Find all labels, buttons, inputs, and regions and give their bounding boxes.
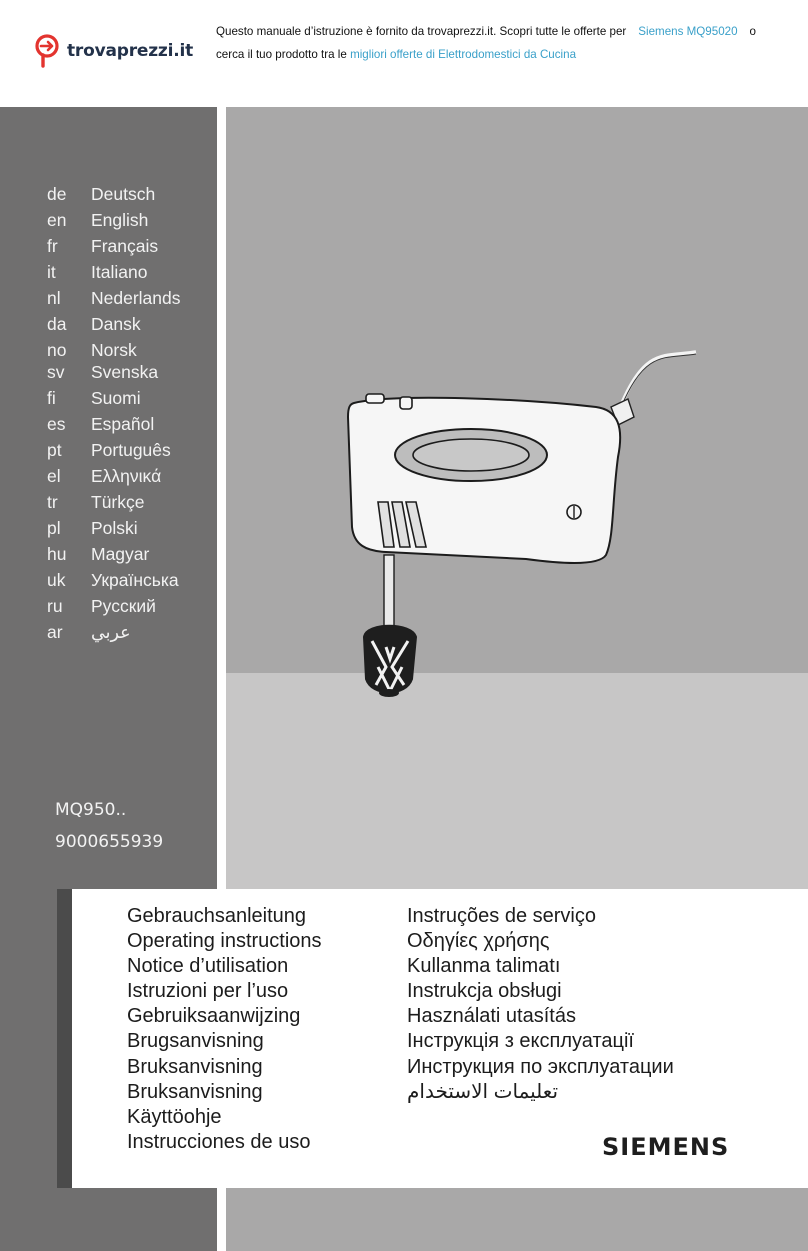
language-item [47, 184, 155, 205]
manual-title: Bruksanvisning [127, 1055, 263, 1078]
language-code: pt [47, 440, 62, 460]
language-name: Português [91, 440, 171, 460]
card-accent-bar [57, 889, 72, 1188]
bottom-strip [226, 1188, 808, 1251]
language-item [47, 466, 161, 487]
siemens-logo: SIEMENS [602, 1133, 730, 1161]
manual-title: Használati utasítás [407, 1005, 576, 1028]
manual-title: Gebruiksaanwijzing [127, 1005, 301, 1028]
language-item [47, 622, 131, 643]
language-item [47, 210, 148, 231]
article-number: 9000655939 [55, 832, 164, 852]
language-item [47, 340, 137, 361]
manual-title: Οδηγίες χρήσης [407, 930, 550, 953]
language-item [47, 236, 158, 257]
language-name: عربي [91, 622, 131, 642]
manual-title: Инструкция по эксплуатации [407, 1055, 674, 1078]
language-name: Nederlands [91, 288, 181, 308]
manual-title: Instruções de serviço [407, 905, 596, 927]
manual-title: Gebrauchsanleitung [127, 905, 307, 927]
language-name: Español [91, 414, 155, 434]
language-code: de [47, 184, 67, 204]
language-item [47, 492, 144, 513]
language-name: Suomi [91, 388, 141, 408]
language-code: nl [47, 288, 61, 308]
language-name: Русский [91, 596, 156, 616]
language-item [47, 440, 171, 461]
manual-title: Istruzioni per l’uso [127, 980, 289, 1003]
language-name: Deutsch [91, 184, 156, 204]
product-offers-link[interactable]: Siemens MQ95020 [638, 25, 738, 38]
price-tag-icon [35, 34, 61, 68]
language-name: Polski [91, 518, 138, 538]
category-offers-link[interactable]: migliori offerte di Elettrodomestici da Cucina [350, 48, 577, 61]
language-item [47, 262, 147, 283]
titles-column-right [407, 904, 674, 1105]
manual-title: Käyttöohje [127, 1105, 222, 1128]
language-item [47, 288, 181, 309]
language-item [47, 388, 141, 409]
language-name: Dansk [91, 314, 141, 334]
language-code: pl [47, 518, 61, 538]
titles-column-left [127, 904, 322, 1155]
language-code: no [47, 340, 67, 360]
affiliate-notice [216, 20, 756, 66]
model-info [55, 794, 163, 858]
language-item [47, 362, 158, 383]
manual-title: Instrucciones de uso [127, 1130, 311, 1153]
language-name: Norsk [91, 340, 137, 360]
language-name: Svenska [91, 362, 159, 382]
notice-text: o [749, 25, 756, 38]
language-name: Ελληνικά [91, 466, 162, 486]
language-code: uk [47, 570, 66, 590]
manual-title: Notice d’utilisation [127, 955, 289, 978]
language-name: English [91, 210, 149, 230]
language-item [47, 314, 141, 335]
language-code: it [47, 262, 56, 282]
language-code: ar [47, 622, 63, 642]
notice-text: Questo manuale d’istruzione è fornito da trovaprezzi.it. Scopri tutte le offerte per [216, 25, 627, 38]
manual-title: Bruksanvisning [127, 1080, 263, 1103]
hand-mixer-image [226, 107, 808, 889]
language-name: Magyar [91, 544, 150, 564]
language-item [47, 570, 179, 591]
language-code: sv [47, 362, 65, 382]
language-code: en [47, 210, 67, 230]
language-name: Türkçe [91, 492, 145, 512]
logo-text: trovaprezzi.it [67, 41, 194, 61]
model-number: MQ950.. [55, 800, 127, 820]
manual-title: Instrukcja obsługi [407, 980, 562, 1003]
language-item [47, 596, 156, 617]
language-name: Italiano [91, 262, 148, 282]
language-code: el [47, 466, 61, 486]
trovaprezzi-logo[interactable] [35, 34, 193, 68]
manual-title: Kullanma talimatı [407, 955, 561, 978]
language-name: Українська [91, 570, 179, 590]
language-code: da [47, 314, 67, 334]
language-item [47, 544, 149, 565]
language-name: Français [91, 236, 159, 256]
language-code: tr [47, 492, 58, 512]
manual-title: Operating instructions [127, 930, 322, 953]
language-code: es [47, 414, 66, 434]
language-code: hu [47, 544, 67, 564]
language-code: fi [47, 388, 56, 408]
manual-title: Інструкція з експлуатації [407, 1030, 634, 1053]
language-code: ru [47, 596, 63, 616]
notice-text: cerca il tuo prodotto tra le [216, 48, 347, 61]
manual-title: Brugsanvisning [127, 1030, 264, 1053]
language-code: fr [47, 236, 58, 256]
language-item [47, 518, 138, 539]
manual-title: تعليمات الاستخدام [407, 1080, 559, 1103]
language-item [47, 414, 154, 435]
